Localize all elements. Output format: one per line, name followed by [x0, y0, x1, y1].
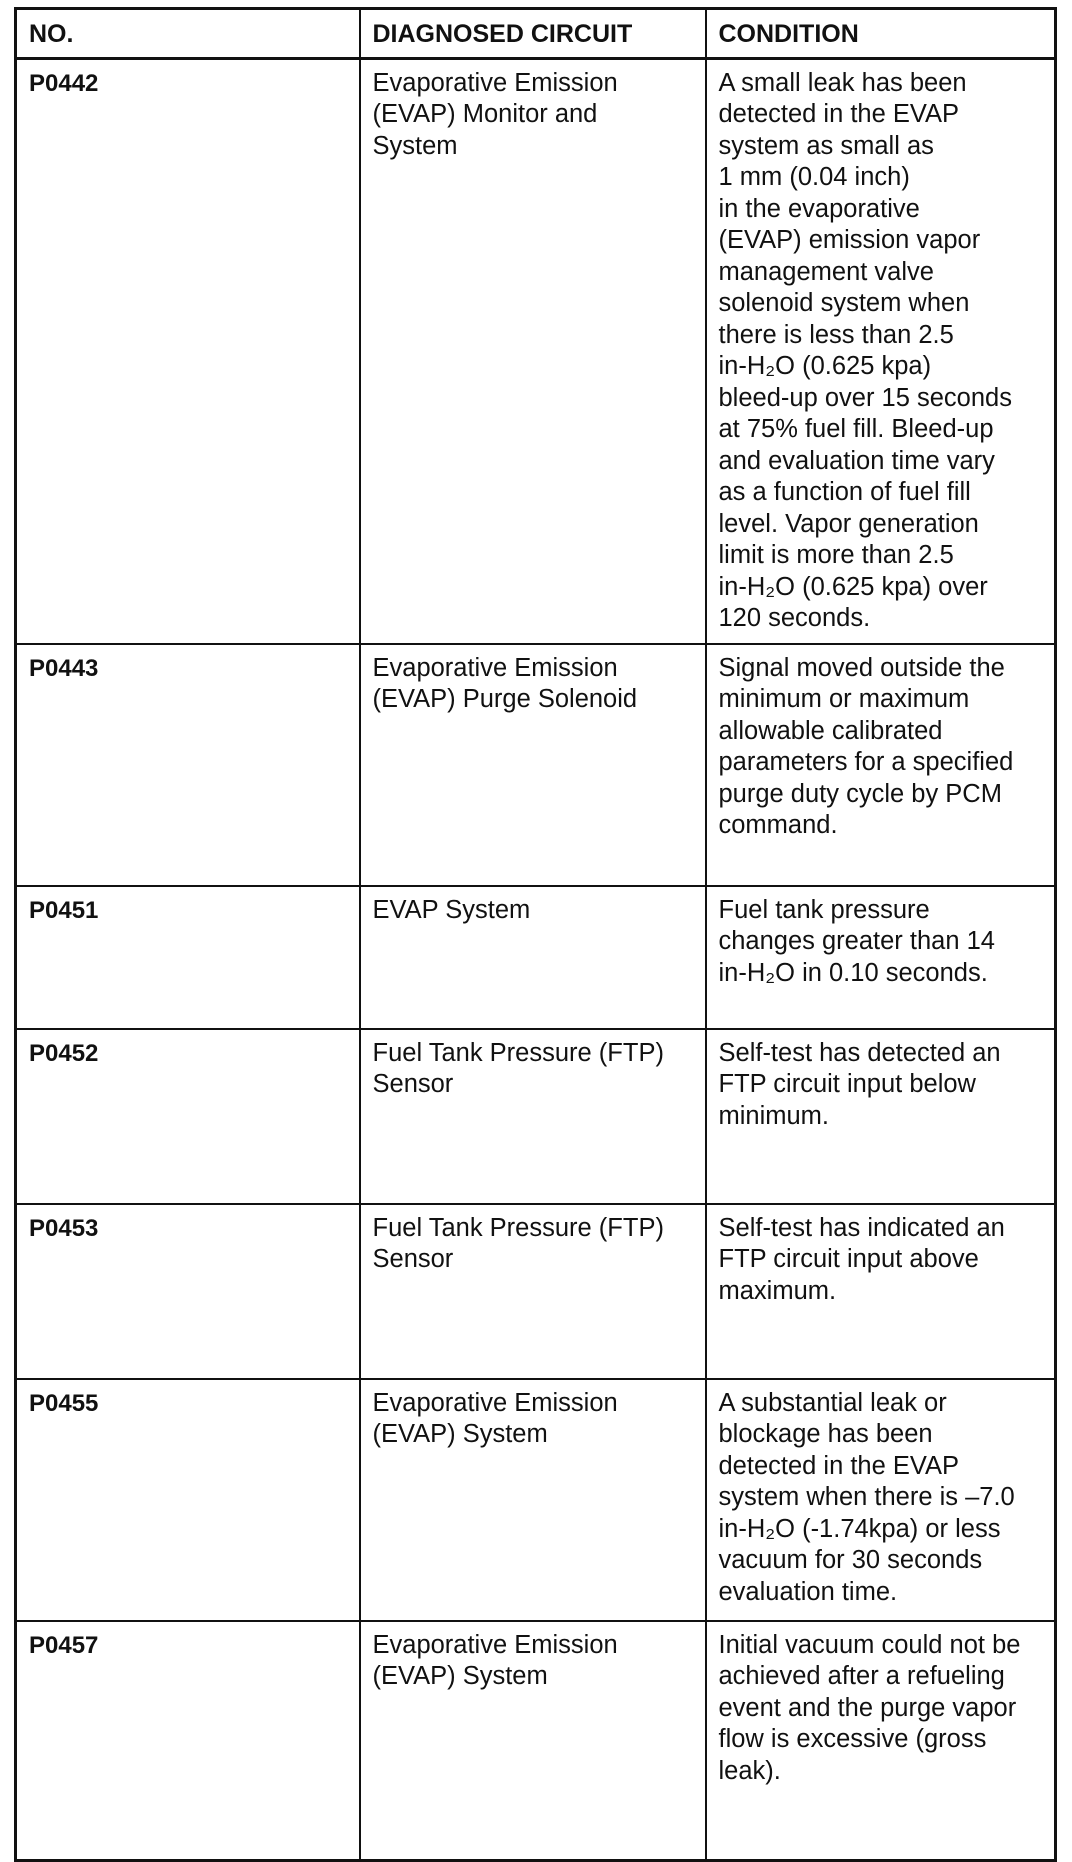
table-header [16, 9, 1056, 59]
header-condition: CONDITION [706, 9, 1056, 59]
table-row [16, 58, 1056, 644]
table-row [16, 1204, 1056, 1379]
dtc-code: P0442 [16, 58, 360, 644]
condition-text: Signal moved outside the minimum or maximum allowable calibrated parameters for a specified purge duty cycle by PCM command. [718, 653, 1014, 839]
diagnosed-circuit [360, 58, 706, 644]
condition-text: A substantial leak or blockage has been detected in the EVAP system when there is –7.0 in-H₂O (-1.74kpa) or less vacuum for 30 seconds evaluation time. [718, 1388, 1015, 1606]
dtc-code: P0451 [16, 886, 360, 1029]
condition [706, 886, 1056, 1029]
dtc-code: P0443 [16, 644, 360, 886]
circuit-text: Evaporative Emission (EVAP) Monitor and System [372, 68, 618, 160]
circuit-text: Fuel Tank Pressure (FTP) Sensor [372, 1213, 664, 1273]
diagnosed-circuit [360, 1204, 706, 1379]
condition-text: Fuel tank pressure changes greater than 14 in-H₂O in 0.10 seconds. [718, 895, 995, 987]
circuit-text: Fuel Tank Pressure (FTP) Sensor [372, 1038, 664, 1098]
dtc-code: P0457 [16, 1621, 360, 1861]
condition [706, 1379, 1056, 1621]
diagnosed-circuit [360, 644, 706, 886]
condition-text: Initial vacuum could not be achieved after a refueling event and the purge vapor flow is excessive (gross leak). [718, 1630, 1021, 1785]
dtc-table [14, 7, 1057, 1862]
header-diagnosed-circuit: DIAGNOSED CIRCUIT [360, 9, 706, 59]
table-row [16, 1379, 1056, 1621]
diagnosed-circuit [360, 1621, 706, 1861]
diagnosed-circuit [360, 1029, 706, 1204]
table-body [16, 58, 1056, 1861]
condition [706, 58, 1056, 644]
dtc-code: P0452 [16, 1029, 360, 1204]
header-row [16, 9, 1056, 59]
table-row [16, 1621, 1056, 1861]
circuit-text: Evaporative Emission (EVAP) System [372, 1630, 618, 1690]
dtc-code: P0453 [16, 1204, 360, 1379]
circuit-text: EVAP System [372, 895, 531, 924]
table-row [16, 1029, 1056, 1204]
circuit-text: Evaporative Emission (EVAP) Purge Solenoid [372, 653, 638, 713]
condition-text: Self-test has detected an FTP circuit input below minimum. [718, 1038, 1001, 1130]
table-row [16, 644, 1056, 886]
diagnosed-circuit [360, 886, 706, 1029]
condition-text: A small leak has been detected in the EVAP system as small as 1 mm (0.04 inch) in the evaporative (EVAP) emission vapor management valve solenoid system when there is less than 2.5 in-H₂O (0.625 kpa) bleed-up over 15 seconds at 75% fuel fill. Bleed-up and evaluation time vary as a function of fuel fill level. Vapor generation limit is more than 2.5 in-H₂O (0.625 kpa) over 120 seconds. [718, 68, 1012, 632]
condition [706, 644, 1056, 886]
condition-text: Self-test has indicated an FTP circuit input above maximum. [718, 1213, 1005, 1305]
condition [706, 1204, 1056, 1379]
condition [706, 1621, 1056, 1861]
diagnosed-circuit [360, 1379, 706, 1621]
dtc-code: P0455 [16, 1379, 360, 1621]
table-row [16, 886, 1056, 1029]
circuit-text: Evaporative Emission (EVAP) System [372, 1388, 618, 1448]
condition [706, 1029, 1056, 1204]
header-no: NO. [16, 9, 360, 59]
